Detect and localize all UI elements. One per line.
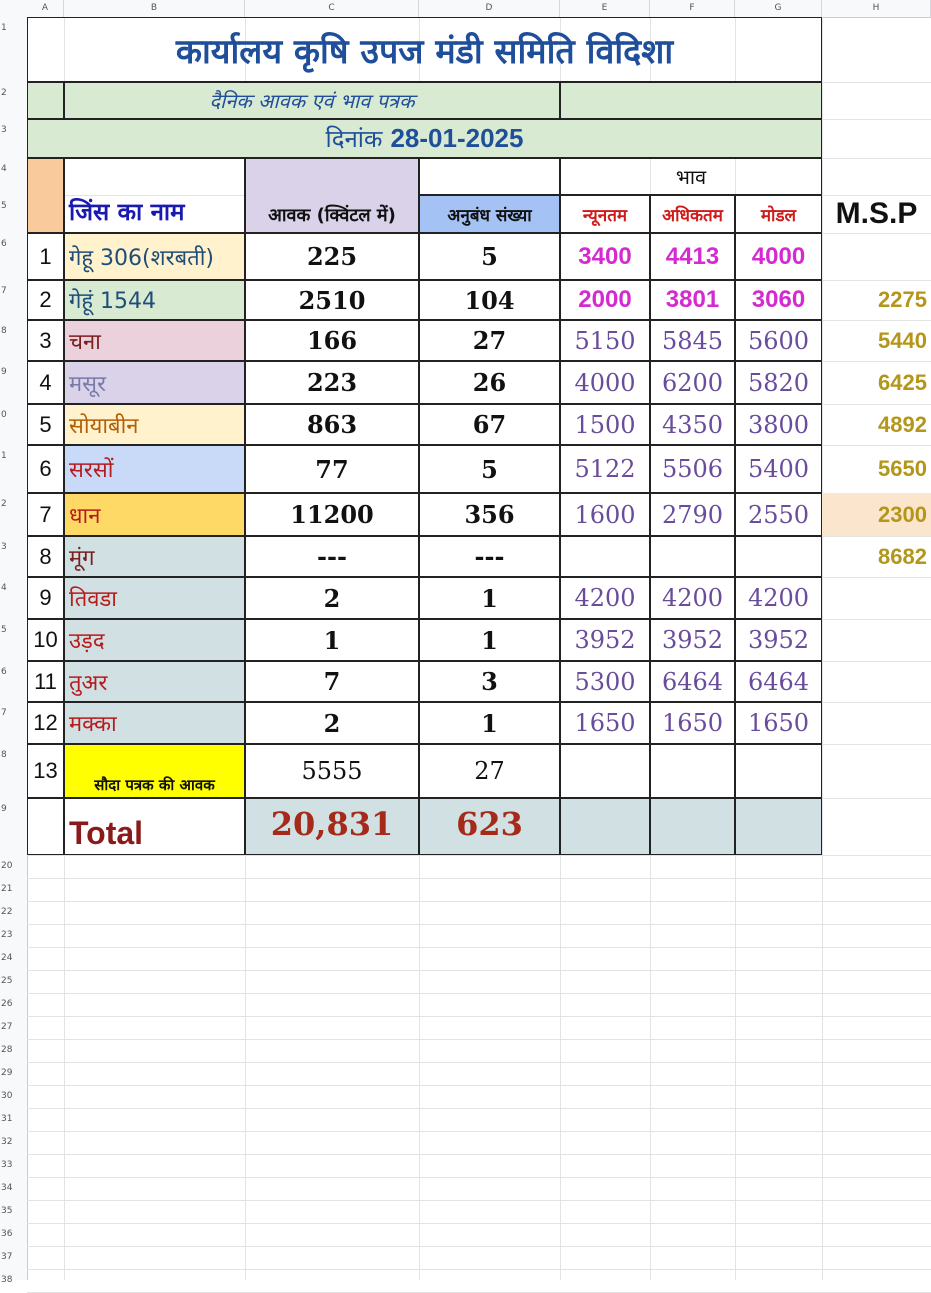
cell-a2[interactable] (27, 82, 64, 119)
row-2-modal[interactable]: 3060 (735, 280, 822, 320)
row-12-sn[interactable]: 12 (27, 702, 64, 744)
row-8-msp[interactable]: 8682 (878, 543, 927, 569)
row-3-crop-name[interactable]: चना (64, 320, 245, 361)
gridline-horizontal (27, 947, 931, 948)
row-10-max[interactable]: 3952 (650, 619, 735, 661)
row-3-sn[interactable]: 3 (27, 320, 64, 361)
row-header-3[interactable]: 3 (1, 125, 7, 135)
row-4-max[interactable]: 6200 (650, 361, 735, 404)
row-1-msp[interactable] (822, 233, 931, 280)
column-header-bar (0, 0, 931, 18)
row-header-bar (0, 17, 28, 1285)
row-9-arrival[interactable]: 2 (245, 577, 419, 619)
row-sauda-min[interactable] (560, 744, 650, 798)
row-12-modal[interactable]: 1650 (735, 702, 822, 744)
row-sauda-name[interactable]: सौदा पत्रक की आवक (64, 744, 245, 798)
row-8-crop-name[interactable]: मूंग (64, 536, 245, 577)
gridline-horizontal (27, 855, 931, 856)
row-5-max[interactable]: 4350 (650, 404, 735, 445)
row-6-msp[interactable]: 5650 (878, 456, 927, 481)
row-11-arrival[interactable]: 7 (245, 661, 419, 702)
row-10-msp[interactable] (822, 619, 931, 661)
gridline-horizontal (27, 878, 931, 879)
row-7-sn[interactable]: 7 (27, 493, 64, 536)
row-header-27[interactable]: 27 (1, 1022, 13, 1032)
row-5-modal[interactable]: 3800 (735, 404, 822, 445)
row-11-crop-name[interactable]: तुअर (64, 661, 245, 702)
row-10-min[interactable]: 3952 (560, 619, 650, 661)
gridline-horizontal (27, 1246, 931, 1247)
header-modal[interactable]: मोडल (735, 195, 822, 233)
row-header-19[interactable]: 9 (1, 804, 7, 814)
column-header-e[interactable]: E (560, 0, 650, 17)
row-header-31[interactable]: 31 (1, 1114, 13, 1124)
row-5-crop-name[interactable]: सोयाबीन (64, 404, 245, 445)
row-sauda-modal[interactable] (735, 744, 822, 798)
header-max[interactable]: अधिकतम (650, 195, 735, 233)
row-10-sn[interactable]: 10 (27, 619, 64, 661)
row-4-modal[interactable]: 5820 (735, 361, 822, 404)
row-4-crop-name[interactable]: मसूर (64, 361, 245, 404)
header-arrival[interactable]: आवक (क्विंटल में) (245, 158, 419, 233)
row-3-contracts[interactable]: 27 (419, 320, 560, 361)
row-sauda-contracts[interactable]: 27 (419, 744, 560, 798)
header-crop-name[interactable]: जिंस का नाम (64, 158, 245, 233)
row-sauda-max[interactable] (650, 744, 735, 798)
row-7-max[interactable]: 2790 (650, 493, 735, 536)
row-6-sn[interactable]: 6 (27, 445, 64, 493)
row-9-max[interactable]: 4200 (650, 577, 735, 619)
row-header-16[interactable]: 6 (1, 667, 7, 677)
row-9-sn[interactable]: 9 (27, 577, 64, 619)
row-8-max[interactable] (650, 536, 735, 577)
row-9-modal[interactable]: 4200 (735, 577, 822, 619)
row-2-contracts[interactable]: 104 (419, 280, 560, 320)
row-10-modal[interactable]: 3952 (735, 619, 822, 661)
gridline-horizontal (27, 1039, 931, 1040)
row-12-contracts[interactable]: 1 (419, 702, 560, 744)
total-contracts[interactable]: 623 (419, 798, 560, 855)
row-3-modal[interactable]: 5600 (735, 320, 822, 361)
row-1-arrival[interactable]: 225 (245, 233, 419, 280)
row-7-contracts[interactable]: 356 (419, 493, 560, 536)
header-min[interactable]: न्यूनतम (560, 195, 650, 233)
row-10-arrival[interactable]: 1 (245, 619, 419, 661)
row-header-11[interactable]: 1 (1, 451, 7, 461)
row-12-max[interactable]: 1650 (650, 702, 735, 744)
row-header-12[interactable]: 2 (1, 499, 7, 509)
date-value: 28-01-2025 (390, 123, 524, 153)
row-header-7[interactable]: 7 (1, 286, 7, 296)
gridline-horizontal (27, 1269, 931, 1270)
gridline-horizontal (27, 1200, 931, 1201)
row-header-37[interactable]: 37 (1, 1252, 13, 1262)
gridline-horizontal (27, 1062, 931, 1063)
row-header-38[interactable]: 38 (1, 1275, 13, 1285)
header-sn[interactable] (27, 158, 64, 233)
row-header-36[interactable]: 36 (1, 1229, 13, 1239)
row-header-23[interactable]: 23 (1, 930, 13, 940)
row-10-contracts[interactable]: 1 (419, 619, 560, 661)
row-1-crop-name[interactable]: गेहू 306(शरबती) (64, 233, 245, 280)
row-header-15[interactable]: 5 (1, 625, 7, 635)
row-3-min[interactable]: 5150 (560, 320, 650, 361)
row-7-modal[interactable]: 2550 (735, 493, 822, 536)
row-3-msp[interactable]: 5440 (878, 327, 927, 353)
row-2-msp[interactable]: 2275 (878, 287, 927, 312)
row-2-arrival[interactable]: 2510 (245, 280, 419, 320)
row-11-sn[interactable]: 11 (27, 661, 64, 702)
row-header-2[interactable]: 2 (1, 88, 7, 98)
row-12-arrival[interactable]: 2 (245, 702, 419, 744)
row-8-modal[interactable] (735, 536, 822, 577)
row-1-contracts[interactable]: 5 (419, 233, 560, 280)
row-8-arrival[interactable]: --- (245, 536, 419, 577)
gridline-horizontal (27, 901, 931, 902)
row-11-modal[interactable]: 6464 (735, 661, 822, 702)
row-header-32[interactable]: 32 (1, 1137, 13, 1147)
header-bhav[interactable]: भाव (560, 158, 822, 195)
row-header-8[interactable]: 8 (1, 326, 7, 336)
sheet-date[interactable] (27, 119, 822, 158)
row-6-min[interactable]: 5122 (560, 445, 650, 493)
gridline-horizontal (27, 993, 931, 994)
total-a[interactable] (27, 798, 64, 855)
row-5-sn[interactable]: 5 (27, 404, 64, 445)
column-header-a[interactable]: A (27, 0, 64, 17)
total-max[interactable] (650, 798, 735, 855)
row-9-contracts[interactable]: 1 (419, 577, 560, 619)
column-header-h[interactable]: H (822, 0, 931, 17)
row-7-min[interactable]: 1600 (560, 493, 650, 536)
row-header-34[interactable]: 34 (1, 1183, 13, 1193)
row-12-crop-name[interactable]: मक्का (64, 702, 245, 744)
row-sauda-sn[interactable]: 13 (27, 744, 64, 798)
row-header-20[interactable]: 20 (1, 861, 13, 871)
row-header-1[interactable]: 1 (1, 23, 7, 33)
row-header-18[interactable]: 8 (1, 750, 7, 760)
row-11-max[interactable]: 6464 (650, 661, 735, 702)
row-header-28[interactable]: 28 (1, 1045, 13, 1055)
row-header-33[interactable]: 33 (1, 1160, 13, 1170)
row-4-arrival[interactable]: 223 (245, 361, 419, 404)
row-2-max[interactable]: 3801 (650, 280, 735, 320)
header-contracts[interactable]: अनुबंध संख्या (419, 195, 560, 233)
row-header-6[interactable]: 6 (1, 239, 7, 249)
gridline-horizontal (27, 1131, 931, 1132)
row-header-17[interactable]: 7 (1, 708, 7, 718)
gridline-horizontal (27, 970, 931, 971)
row-header-25[interactable]: 25 (1, 976, 13, 986)
row-3-max[interactable]: 5845 (650, 320, 735, 361)
row-header-9[interactable]: 9 (1, 367, 7, 377)
column-header-b[interactable]: B (64, 0, 245, 17)
row-header-14[interactable]: 4 (1, 583, 7, 593)
row-1-min[interactable]: 3400 (560, 233, 650, 280)
row-header-13[interactable]: 3 (1, 542, 7, 552)
total-min[interactable] (560, 798, 650, 855)
row-12-min[interactable]: 1650 (560, 702, 650, 744)
column-header-d[interactable]: D (419, 0, 560, 17)
row-header-35[interactable]: 35 (1, 1206, 13, 1216)
gridline-horizontal (27, 1016, 931, 1017)
row-header-5[interactable]: 5 (1, 201, 7, 211)
row-5-msp[interactable]: 4892 (878, 411, 927, 437)
row-8-sn[interactable]: 8 (27, 536, 64, 577)
row-11-contracts[interactable]: 3 (419, 661, 560, 702)
row-header-24[interactable]: 24 (1, 953, 13, 963)
row-5-contracts[interactable]: 67 (419, 404, 560, 445)
row-12-msp[interactable] (822, 702, 931, 744)
total-label[interactable]: Total (64, 798, 245, 855)
row-1-max[interactable]: 4413 (650, 233, 735, 280)
row-7-arrival[interactable]: 11200 (245, 493, 419, 536)
row-6-max[interactable]: 5506 (650, 445, 735, 493)
row-7-crop-name[interactable]: धान (64, 493, 245, 536)
row-header-29[interactable]: 29 (1, 1068, 13, 1078)
row-4-contracts[interactable]: 26 (419, 361, 560, 404)
sheet-subtitle[interactable]: दैनिक आवक एवं भाव पत्रक (64, 82, 560, 119)
row-10-crop-name[interactable]: उड़द (64, 619, 245, 661)
row-7-msp[interactable]: 2300 (822, 493, 931, 536)
row-2-min[interactable]: 2000 (560, 280, 650, 320)
row-8-contracts[interactable]: --- (419, 536, 560, 577)
row-8-min[interactable] (560, 536, 650, 577)
column-header-f[interactable]: F (650, 0, 735, 17)
row-5-arrival[interactable]: 863 (245, 404, 419, 445)
row-4-msp[interactable]: 6425 (878, 369, 927, 395)
row-6-arrival[interactable]: 77 (245, 445, 419, 493)
header-msp[interactable]: M.S.P (835, 197, 918, 230)
date-label: दिनांक (325, 125, 383, 153)
row-4-min[interactable]: 4000 (560, 361, 650, 404)
row-sauda-arrival[interactable]: 5555 (245, 744, 419, 798)
row-6-crop-name[interactable]: सरसों (64, 445, 245, 493)
row-2-sn[interactable]: 2 (27, 280, 64, 320)
row-5-min[interactable]: 1500 (560, 404, 650, 445)
gridline-horizontal (27, 1085, 931, 1086)
row-9-crop-name[interactable]: तिवडा (64, 577, 245, 619)
row-header-21[interactable]: 21 (1, 884, 13, 894)
spreadsheet-grid[interactable] (27, 17, 931, 1280)
row-1-sn[interactable]: 1 (27, 233, 64, 280)
row-2-crop-name[interactable]: गेहूं 1544 (64, 280, 245, 320)
row-11-min[interactable]: 5300 (560, 661, 650, 702)
row-1-modal[interactable]: 4000 (735, 233, 822, 280)
row-header-30[interactable]: 30 (1, 1091, 13, 1101)
row-9-min[interactable]: 4200 (560, 577, 650, 619)
row-header-4[interactable]: 4 (1, 164, 7, 174)
total-modal[interactable] (735, 798, 822, 855)
row-11-msp[interactable] (822, 661, 931, 702)
total-arrival[interactable]: 20,831 (245, 798, 419, 855)
cell-d4[interactable] (419, 158, 560, 195)
gridline-horizontal (27, 1108, 931, 1109)
row-header-26[interactable]: 26 (1, 999, 13, 1009)
gridline-horizontal (27, 1223, 931, 1224)
cell-e2[interactable] (560, 82, 822, 119)
gridline-horizontal (27, 1177, 931, 1178)
column-header-c[interactable]: C (245, 0, 419, 17)
column-header-g[interactable]: G (735, 0, 822, 17)
gridline-horizontal (27, 1154, 931, 1155)
row-6-modal[interactable]: 5400 (735, 445, 822, 493)
row-header-22[interactable]: 22 (1, 907, 13, 917)
row-4-sn[interactable]: 4 (27, 361, 64, 404)
sheet-title[interactable]: कार्यालय कृषि उपज मंडी समिति विदिशा (27, 17, 822, 82)
row-9-msp[interactable] (822, 577, 931, 619)
gridline-horizontal (27, 924, 931, 925)
row-header-10[interactable]: 0 (1, 410, 7, 420)
row-3-arrival[interactable]: 166 (245, 320, 419, 361)
row-6-contracts[interactable]: 5 (419, 445, 560, 493)
